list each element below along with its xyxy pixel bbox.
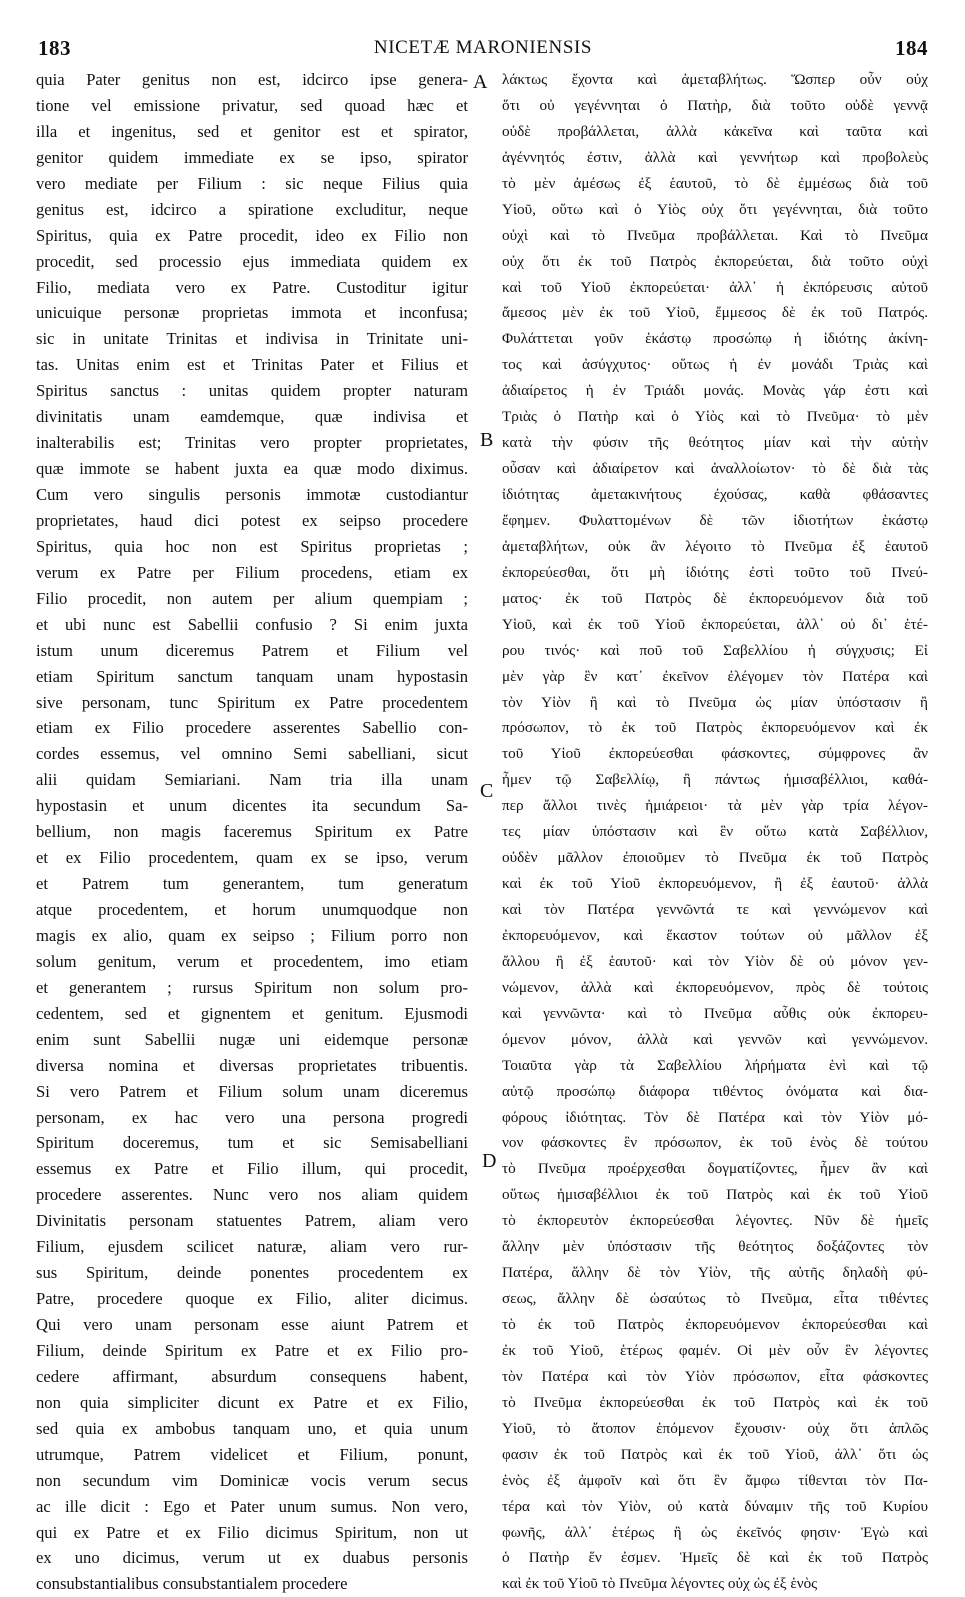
- text-line: non secundum vim Dominicæ vocis verum secus: [36, 1470, 468, 1490]
- text-line: utrumque, Patrem videlicet et Filium, ponunt,: [36, 1444, 468, 1464]
- text-line: τὸ μὲν ἀμέσως ἐξ ἑαυτοῦ, τὸ δὲ ἐμμέσως διὰ τοῦ: [502, 174, 928, 192]
- text-line: Υἱοῦ, οὕτω καὶ ὁ Υἱὸς οὐχ ὅτι γεγέννηται, διὰ τοῦτο: [502, 200, 928, 218]
- text-line: Υἱοῦ, καὶ ἐκ τοῦ Υἱοῦ ἐκπορεύεται, ἀλλ᾽ οὐ δι᾽ ἑτέ-: [502, 615, 928, 633]
- text-line: καὶ γεννῶντα· καὶ τὸ Πνεῦμα αὖθις οὐκ ἐκπορευ-: [502, 1004, 928, 1022]
- text-line: et Patrem tum generantem, tum generatum: [36, 874, 468, 894]
- text-line: Filium, deinde Spiritum ex Patre et ex Filio pro-: [36, 1340, 468, 1360]
- text-line: ρου τινός· καὶ ποῦ τοῦ Σαβελλίου ἡ σύγχυσις; Εἰ: [502, 641, 928, 659]
- text-line: magis ex alio, quam ex seipso ; Filium porro non: [36, 925, 468, 945]
- text-line: illa et ingenitus, sed et genitor est et spirator,: [36, 121, 468, 141]
- text-line: ac ille dicit : Ego et Pater unum sumus. Non vero,: [36, 1496, 468, 1516]
- text-line: μὲν γὰρ ἓν κατ᾽ ἐκεῖνον ἐλέγομεν τὸν Πατέρα καὶ: [502, 667, 928, 685]
- text-line: ὅτι οὐ γεγέννηται ὁ Πατὴρ, διὰ τοῦτο οὐδὲ γεννᾷ: [502, 96, 928, 114]
- text-line: sus Spiritum, deinde ponentes procedentem ex: [36, 1263, 468, 1283]
- text-line: Τριὰς ὁ Πατὴρ καὶ ὁ Υἱὸς καὶ τὸ Πνεῦμα· τὸ μὲν: [502, 408, 928, 426]
- text-line: Filium, ejusdem scilicet naturæ, aliam vero rur-: [36, 1237, 468, 1257]
- text-line: procedit, sed processio ejus immediata quidem ex: [36, 251, 468, 271]
- text-line: verum ex Patre per Filium procedens, etiam ex: [36, 562, 468, 582]
- text-line: proprietates, haud dici potest ex seipso procedere: [36, 510, 468, 530]
- text-line: σεως, ἄλλην δὲ ὡσαύτως τὸ Πνεῦμα, εἶτα τιθέντες: [502, 1290, 928, 1308]
- text-line: τὸ Πνεῦμα προέρχεσθαι δογματίζοντες, ἦμεν ἂν καὶ: [502, 1160, 928, 1178]
- text-line: hypostasin et unum dicentes ita secundum Sa-: [36, 796, 468, 816]
- text-line: et ex Filio procedentem, quam ex se ipso, verum: [36, 848, 468, 868]
- text-line: νώμενον, ἀλλὰ καὶ ἐκπορευόμενον, πρὸς δὲ τούτοις: [502, 978, 928, 996]
- text-line: inalterabilis est; Trinitas vero propter proprietates,: [36, 433, 468, 453]
- text-line: καὶ τοῦ Υἱοῦ ἐκπορεύεται· ἀλλ᾽ ἡ ἐκπόρευσις αὐτοῦ: [502, 278, 928, 296]
- text-line: περ ἄλλοι τινὲς ἡμιάρειοι· τὰ μὲν γὰρ τρία λέγον-: [502, 797, 928, 815]
- text-line: Spiritum doceremus, tum et sic Semisabelliani: [36, 1133, 468, 1153]
- text-line: κατὰ τὴν φύσιν τῆς θεότητος μίαν καὶ τὴν αὐτὴν: [502, 434, 928, 452]
- section-marker-d: D: [482, 1150, 497, 1172]
- text-line: unicuique personæ proprietas immota et inconfusa;: [36, 303, 468, 323]
- text-line: οὕτως ἡμισαβέλλιοι ἐκ τοῦ Πατρὸς καὶ ἐκ τοῦ Υἱοῦ: [502, 1186, 928, 1204]
- text-line: cordes essemus, vel omnino Semi sabelliani, sicut: [36, 744, 468, 764]
- text-line: sed quia ex ambobus tanquam uno, et quia unum: [36, 1418, 468, 1438]
- text-line: non quia simpliciter dicunt ex Patre et ex Filio,: [36, 1392, 468, 1412]
- text-line: καὶ ἐκ τοῦ Υἱοῦ ἐκπορευόμενον, ἢ ἐξ ἑαυτοῦ· ἀλλὰ: [502, 875, 928, 893]
- text-line: τὸ Πνεῦμα ἐκπορεύεσθαι ἐκ τοῦ Πατρὸς καὶ ἐκ τοῦ: [502, 1393, 928, 1411]
- text-line: Filio procedit, non autem per alium quempiam ;: [36, 588, 468, 608]
- text-line: Φυλάττεται γοῦν ἑκάστῳ προσώπῳ ἡ ἰδιότης ἀκίνη-: [502, 330, 928, 348]
- text-line: procedere asserentes. Nunc vero nos aliam quidem: [36, 1185, 468, 1205]
- text-line: Spiritus, quia ex Patre procedit, ideo ex Filio non: [36, 225, 468, 245]
- text-line: φασιν ἐκ τοῦ Πατρὸς καὶ ἐκ τοῦ Υἱοῦ, ἀλλ᾽ ὅτι ὡς: [502, 1445, 928, 1463]
- text-line: νον φάσκοντες ἓν πρόσωπον, ἐκ τοῦ ἑνὸς δὲ τούτου: [502, 1134, 928, 1152]
- text-line: ἄλλην μὲν ὑπόστασιν τῆς θεότητος δοξάζοντες τὸν: [502, 1238, 928, 1256]
- text-line: Cum vero singulis personis immotæ custodiantur: [36, 485, 468, 504]
- text-line: enim sunt Sabellii nugæ uni eidemque personæ: [36, 1029, 468, 1049]
- text-line: ἔφημεν. Φυλαττομένων δὲ τῶν ἰδιοτήτων ἑκάστῳ: [502, 511, 928, 529]
- text-line: τὸν Πατέρα καὶ τὸν Υἱὸν πρόσωπον, εἶτα φάσκοντες: [502, 1367, 928, 1385]
- text-line: genitus est, idcirco a spiratione excluditur, neque: [36, 199, 468, 219]
- text-line: οὐχὶ καὶ τὸ Πνεῦμα προβάλλεται. Καὶ τὸ Πνεῦμα: [502, 226, 928, 244]
- text-line: ἐκ τοῦ Υἱοῦ, ἑτέρως φαμέν. Οἱ μὲν οὖν ἓν λέγοντες: [502, 1341, 928, 1359]
- text-line: solum genitum, verum et procedentem, imo etiam: [36, 951, 468, 971]
- text-line: quæ immote se habent juxta ea quæ modo diximus.: [36, 459, 468, 479]
- text-line: Filio, mediata vero ex Patre. Custoditur igitur: [36, 277, 468, 297]
- text-line: ἐκπορεύεσθαι, ὅτι μὴ ἰδιότης ἐστὶ τοῦτο τοῦ Πνεύ-: [502, 563, 928, 581]
- text-line: τὸν Υἱὸν ἢ καὶ τὸ Πνεῦμα ὡς μίαν ὑπόστασιν ἢ: [502, 693, 928, 711]
- text-line: ἀμεταβλήτων, οὐκ ἂν λέγοιτο τὸ Πνεῦμα ἐξ ἑαυτοῦ: [502, 537, 928, 555]
- text-line: divinitatis unam eamdemque, quæ indivisa et: [36, 407, 468, 427]
- text-line: τοῦ Υἱοῦ ἐκπορεύεσθαι φάσκοντες, σύμφρονες ἂν: [502, 745, 928, 763]
- text-line: Divinitatis personam statuentes Patrem, aliam vero: [36, 1211, 468, 1231]
- text-line: etiam ex Filio procedere asserentes Sabellio con-: [36, 718, 468, 738]
- text-line: et ubi nunc est Sabellii confusio ? Si enim juxta: [36, 614, 468, 634]
- text-line: quia Pater genitus non est, idcirco ipse genera-: [36, 70, 468, 89]
- text-line: genitor quidem immediate ex se ipso, spirator: [36, 147, 468, 167]
- text-line: ἀγέννητός ἐστιν, ἀλλὰ καὶ γεννήτωρ καὶ προβολεὺς: [502, 148, 928, 166]
- text-line: diversa nomina et diversas proprietates tribuentis.: [36, 1055, 468, 1075]
- text-line: καὶ ἐκ τοῦ Υἱοῦ τὸ Πνεῦμα λέγοντες οὐχ ὡς ἐξ ἑνὸς: [502, 1575, 818, 1593]
- running-title: NICETÆ MARONIENSIS: [373, 37, 593, 58]
- text-line: et generantem ; rursus Spiritum non solum pro-: [36, 977, 468, 997]
- text-line: ἑνὸς ἐξ ἀμφοῖν καὶ ὅτι ἓν ἄμφω τίθενται τὸν Πα-: [502, 1471, 928, 1489]
- text-line: bellium, non magis faceremus Spiritum ex Patre: [36, 822, 468, 842]
- text-line: Spiritus sanctus : unitas quidem propter naturam: [36, 381, 468, 401]
- page-number-right: 184: [895, 36, 928, 60]
- text-line: λάκτως ἔχοντα καὶ ἀμεταβλήτως. Ὥσπερ οὖν οὐχ: [502, 71, 928, 88]
- text-line: tas. Unitas enim est et Trinitas Pater et Filius et: [36, 355, 468, 375]
- text-line: τος καὶ ἀσύγχυτος· οὕτως ἡ ἐν μονάδι Τριὰς καὶ: [502, 356, 928, 374]
- text-line: οὐδὲ προβάλλεται, ἀλλὰ κἀκεῖνα καὶ ταῦτα καὶ: [502, 122, 928, 140]
- text-line: αὐτῷ προσώπῳ διάφορα τιθέντος ὀνόματα καὶ δια-: [502, 1082, 928, 1100]
- text-line: etiam Spiritum sanctum tanquam unam hypostasin: [36, 666, 468, 686]
- text-line: οὖσαν καὶ ἀδιαίρετον καὶ ἀναλλοίωτον· τὸ δὲ διὰ τὰς: [502, 460, 928, 478]
- text-line: consubstantialibus consubstantialem procedere: [36, 1574, 348, 1594]
- text-line: οὐχ ὅτι ἐκ τοῦ Πατρὸς ἐκπορεύεται, διὰ τοῦτο οὐχὶ: [502, 252, 928, 270]
- section-marker-b: B: [480, 429, 494, 451]
- text-line: istum unum diceremus Patrem et Filium vel: [36, 640, 468, 660]
- text-line: πρόσωπον, τὸ ἐκ τοῦ Πατρὸς ἐκπορευόμενον καὶ ἐκ: [502, 719, 928, 737]
- text-line: Patre, procedere quoque ex Filio, aliter dicimus.: [36, 1289, 468, 1309]
- section-marker-a: A: [473, 71, 488, 93]
- text-line: qui ex Patre et ex Filio dicimus Spiritum, non ut: [36, 1522, 468, 1542]
- text-line: Πατέρα, ἄλλην δὲ τὸν Υἱὸν, τῆς αὐτῆς δηλαδὴ φύ-: [502, 1264, 928, 1282]
- text-line: Τοιαῦτα γὰρ τὰ Σαβελλίου λήρήματα ἑνὶ καὶ τῷ: [502, 1056, 928, 1074]
- text-line: τὸ ἐκ τοῦ Πατρὸς ἐκπορευόμενον ἐκπορεύεσθαι καὶ: [502, 1316, 928, 1333]
- text-line: personam, ex hac vero una persona progredi: [36, 1107, 468, 1127]
- text-line: vero mediate per Filium : sic neque Filius quia: [36, 173, 468, 193]
- text-line: οὐδὲν μᾶλλον ἐποιοῦμεν τὸ Πνεῦμα ἐκ τοῦ Πατρὸς: [502, 849, 928, 867]
- greek-column: [502, 67, 928, 1597]
- text-line: τέρα καὶ τὸν Υἱὸν, οὐ κατὰ δύναμιν τῆς τοῦ Κυρίου: [502, 1497, 928, 1515]
- text-line: ἄλλου ἢ ἐξ ἑαυτοῦ· καὶ τὸν Υἱὸν δὲ οὐ μόνον γεν-: [502, 952, 928, 970]
- section-marker-c: C: [480, 780, 494, 802]
- text-line: ἄμεσος μὲν ἐκ τοῦ Υἱοῦ, ἔμμεσος δὲ ἐκ τοῦ Πατρός.: [502, 304, 928, 322]
- text-line: φόρους ἰδιότητας. Τὸν δὲ Πατέρα καὶ τὸν Υἱὸν μό-: [502, 1108, 928, 1126]
- text-line: τὸ ἐκπορευτὸν ἐκπορεύεσθαι λέγοντες. Νῦν δὲ ἡμεῖς: [502, 1212, 928, 1230]
- text-line: Spiritus, quia hoc non est Spiritus proprietas ;: [36, 536, 468, 556]
- latin-column: [36, 67, 468, 1597]
- text-line: sive personam, tunc Spiritum ex Patre procedentem: [36, 692, 468, 712]
- text-line: Si vero Patrem et Filium solum unam diceremus: [36, 1081, 468, 1101]
- text-line: Υἱοῦ, τὸ ἄτοπον ἑπόμενον ἔχουσιν· οὐχ ὅτι ἁπλῶς: [502, 1419, 928, 1437]
- text-line: sic in unitate Trinitas et indivisa in Trinitate uni-: [36, 329, 468, 349]
- page-header: [38, 36, 928, 60]
- text-line: Qui vero unam personam esse aiunt Patrem et: [36, 1315, 468, 1334]
- text-line: ἐκπορευόμενον, καὶ ἕκαστον τούτων οὐ μᾶλλον ἐξ: [502, 926, 928, 944]
- page-number-left: 183: [38, 36, 71, 60]
- text-line: cedentem, sed et gignentem et genitum. Ejusmodi: [36, 1003, 468, 1023]
- text-line: ματος· ἐκ τοῦ Πατρὸς δὲ ἐκπορευόμενον διὰ τοῦ: [502, 589, 928, 607]
- text-line: όμενον μόνον, ἀλλὰ καὶ γεννῶν καὶ γεννώμενον.: [502, 1030, 928, 1048]
- text-line: atque procedentem, et horum unumquodque non: [36, 900, 468, 919]
- text-line: ἦμεν τῷ Σαβελλίῳ, ἢ πάντως ἡμισαβέλλιοι, καθά-: [502, 771, 928, 789]
- text-line: ὁ Πατὴρ ἕν ἐσμεν. Ἡμεῖς δὲ καὶ ἐκ τοῦ Πατρὸς: [502, 1549, 928, 1567]
- text-line: alii quidam Semiariani. Nam tria illa unam: [36, 770, 468, 790]
- text-line: cedere affirmant, absurdum consequens habent,: [36, 1366, 468, 1386]
- text-line: ἰδιότητας ἀμετακινήτους ἐχούσας, καθὰ φθάσαντες: [502, 486, 928, 503]
- text-line: τες μίαν ὑπόστασιν καὶ ἓν οὕτω κατὰ Σαβέλλιον,: [502, 823, 928, 841]
- text-line: ex uno dicimus, verum ut ex duabus personis: [36, 1548, 468, 1568]
- text-line: φωνῆς, ἀλλ᾽ ἑτέρως ἢ ὡς ἐκεῖνός φησιν· Ἐγὼ καὶ: [502, 1523, 928, 1541]
- text-line: essemus ex Patre et Filio illum, qui procedit,: [36, 1159, 468, 1179]
- text-line: καὶ τὸν Πατέρα γεννῶντά τε καὶ γεννώμενον καὶ: [502, 901, 928, 918]
- text-line: tione vel emissione privatur, sed quoad hæc et: [36, 95, 468, 115]
- text-line: ἀδιαίρετος ἡ ἐν Τριάδι μονάς. Μονὰς γάρ ἐστι καὶ: [502, 382, 928, 400]
